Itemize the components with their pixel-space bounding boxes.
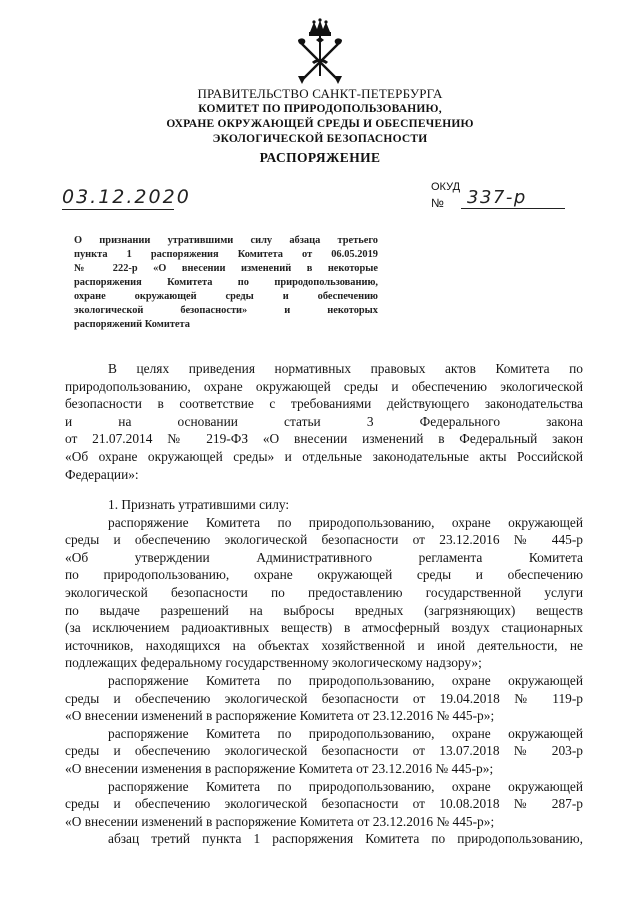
body-line: распоряжение Комитета по природопользованию, охране окружающей	[108, 778, 583, 794]
clause-heading: 1. Признать утратившими силу:	[108, 497, 290, 512]
handwritten-number: 337-р	[461, 187, 565, 209]
preamble-paragraph	[65, 360, 583, 483]
document-subject	[74, 234, 378, 332]
body-line: «Об охране окружающей среды» и отдельные законодательные акты Российской	[65, 448, 583, 464]
body-line: от 21.07.2014 № 219-ФЗ «О внесении изменений в Федеральный закон	[65, 431, 583, 447]
committee-name-line: КОМИТЕТ ПО ПРИРОДОПОЛЬЗОВАНИЮ,	[198, 103, 442, 115]
body-line: «Об утверждении Административного регламента Комитета	[65, 549, 583, 565]
body-line: безопасности в соответствие с требованиями действующего законодательства	[65, 396, 583, 412]
government-title: ПРАВИТЕЛЬСТВО САНКТ-ПЕТЕРБУРГА	[197, 86, 443, 101]
body-line: Федерации»:	[65, 466, 139, 482]
body-line: распоряжение Комитета по природопользованию, охране окружающей	[108, 672, 583, 688]
body-line: источников, находящихся на объектах хозяйственной и иной деятельности, не	[65, 637, 583, 653]
body-line: по выдаче разрешений на выбросы вредных (загрязняющих) веществ	[65, 602, 583, 618]
subject-line: № 222-р «О внесении изменений в некоторые	[74, 263, 378, 274]
body-line: по природопользованию, охране окружающей среды и обеспечению	[65, 567, 583, 583]
body-line: абзац третий пункта 1 распоряжения Комитета по природопользованию,	[108, 831, 583, 847]
body-line: среды и обеспечению экологической безопасности от 10.08.2018 № 287-р	[65, 796, 583, 812]
body-line: (за исключением радиоактивных веществ) в атмосферный воздух стационарных	[65, 620, 583, 636]
okud-label: ОКУД	[431, 181, 461, 193]
body-line: В целях приведения нормативных правовых актов Комитета по	[108, 361, 583, 376]
body-line: среды и обеспечению экологической безопасности от 13.07.2018 № 203-р	[65, 743, 583, 759]
subject-line: экологической безопасности» и некоторых	[74, 305, 378, 316]
number-label: №	[431, 196, 444, 210]
body-line: среды и обеспечению экологической безопасности от 23.12.2016 № 445-р	[65, 532, 583, 548]
clause-1	[65, 496, 583, 848]
st-petersburg-coat-of-arms-icon	[292, 18, 348, 88]
body-line: среды и обеспечению экологической безопасности от 19.04.2018 № 119-р	[65, 690, 583, 706]
body-line: и на основании статьи 3 Федерального закона	[65, 413, 583, 429]
subject-line: пункта 1 распоряжения Комитета от 06.05.2019	[74, 249, 378, 260]
handwritten-date: 03.12.2020	[62, 186, 191, 208]
body-line: подлежащих федеральному государственному экологическому надзору»;	[65, 655, 482, 671]
committee-name-line: ЭКОЛОГИЧЕСКОЙ БЕЗОПАСНОСТИ	[212, 133, 428, 145]
body-line: «О внесении изменений в распоряжение Комитета от 23.12.2016 № 445-р»;	[65, 708, 495, 724]
subject-line: распоряжений Комитета	[74, 319, 190, 330]
committee-name-line: ОХРАНЕ ОКРУЖАЮЩЕЙ СРЕДЫ И ОБЕСПЕЧЕНИЮ	[166, 118, 474, 130]
subject-line: охране окружающей среды и обеспечению	[74, 291, 378, 302]
subject-line: О признании утратившими силу абзаца третьего	[74, 235, 378, 246]
subject-line: распоряжения Комитета по природопользованию,	[74, 277, 378, 288]
body-line: природопользованию, охране окружающей среды и обеспечению экологической	[65, 378, 583, 394]
body-line: распоряжение Комитета по природопользованию, охране окружающей	[108, 725, 583, 741]
body-line: «О внесении изменений в распоряжение Комитета от 23.12.2016 № 445-р»;	[65, 813, 495, 829]
body-line: экологической безопасности по предоставлению государственной услуги	[65, 584, 583, 600]
document-type: РАСПОРЯЖЕНИЕ	[259, 150, 381, 165]
body-line: распоряжение Комитета по природопользованию, охране окружающей	[108, 514, 583, 530]
body-line: «О внесении изменения в распоряжение Комитета от 23.12.2016 № 445-р»;	[65, 760, 494, 776]
